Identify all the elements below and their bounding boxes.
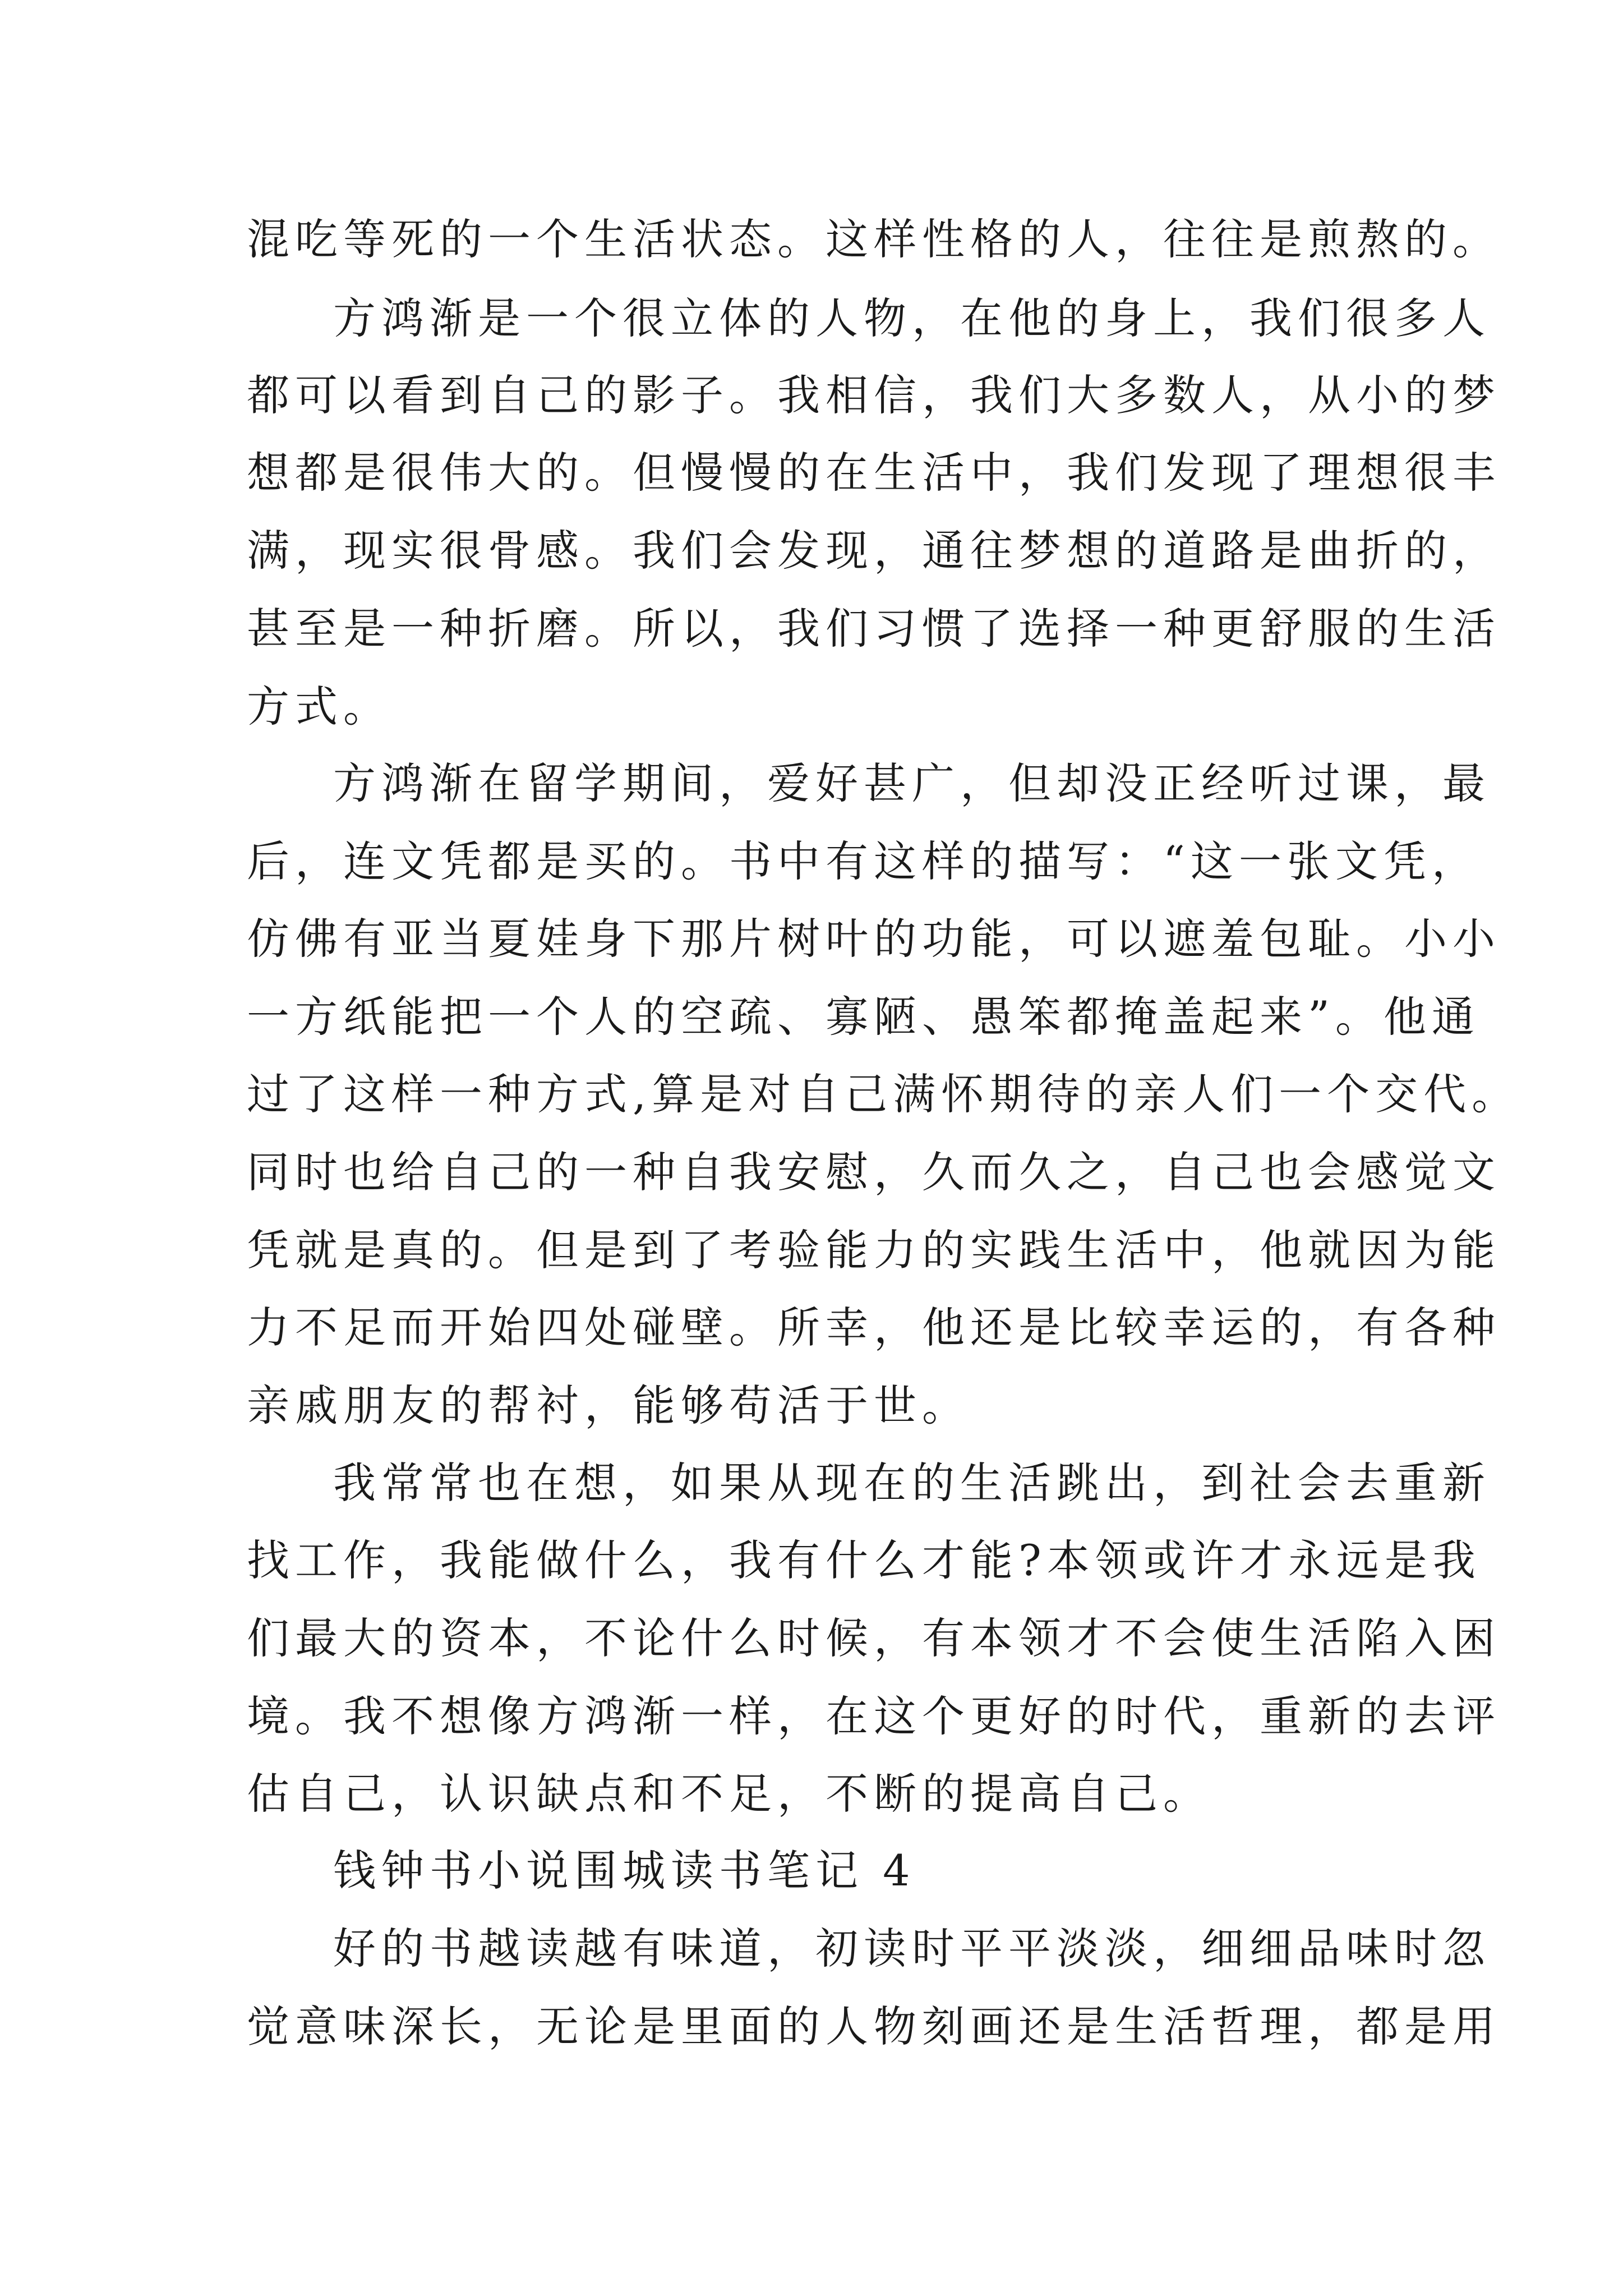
paragraph-start-line: 方鸿渐在留学期间，爱好甚广，但却没正经听过课，最: [333, 758, 1491, 808]
text-line: 混吃等死的一个生活状态。这样性格的人，往往是煎熬的。: [247, 214, 1501, 264]
text-line: 过了这样一种方式,算是对自己满怀期待的亲人们一个交代。: [247, 1069, 1520, 1119]
text-line: 找工作，我能做什么，我有什么才能?本领或许才永远是我: [247, 1535, 1481, 1585]
text-line: 甚至是一种折磨。所以，我们习惯了选择一种更舒服的生活: [247, 604, 1501, 654]
text-line: 境。我不想像方鸿渐一样，在这个更好的时代，重新的去评: [247, 1691, 1501, 1741]
paragraph-start-line: 我常常也在想，如果从现在的生活跳出，到社会去重新: [333, 1458, 1491, 1508]
text-line: 同时也给自己的一种自我安慰，久而久之，自己也会感觉文: [247, 1147, 1501, 1197]
text-line: 想都是很伟大的。但慢慢的在生活中，我们发现了理想很丰: [247, 448, 1501, 498]
text-line: 一方纸能把一个人的空疏、寡陋、愚笨都掩盖起来”。他通: [247, 992, 1480, 1042]
text-line: 凭就是真的。但是到了考验能力的实践生活中，他就因为能: [247, 1225, 1501, 1275]
text-line: 们最大的资本，不论什么时候，有本领才不会使生活陷入困: [247, 1613, 1501, 1663]
text-line: 后，连文凭都是买的。书中有这样的描写：“这一张文凭，: [247, 836, 1480, 886]
text-line: 都可以看到自己的影子。我相信，我们大多数人，从小的梦: [247, 370, 1501, 420]
paragraph-start-line: 好的书越读越有味道，初读时平平淡淡，细细品味时忽: [333, 1924, 1491, 1973]
paragraph-start-line: 方鸿渐是一个很立体的人物，在他的身上，我们很多人: [333, 293, 1491, 343]
section-heading: 钱钟书小说围城读书笔记 4: [333, 1846, 916, 1895]
text-line: 力不足而开始四处碰壁。所幸，他还是比较幸运的，有各种: [247, 1303, 1501, 1352]
text-line: 觉意味深长，无论是里面的人物刻画还是生活哲理，都是用: [247, 2001, 1501, 2051]
text-line: 亲戚朋友的帮衬，能够苟活于世。: [247, 1381, 970, 1430]
text-line: 仿佛有亚当夏娃身下那片树叶的功能，可以遮羞包耻。小小: [247, 914, 1501, 964]
text-line: 估自己，认识缺点和不足，不断的提高自己。: [247, 1769, 1211, 1819]
text-line: 方式。: [247, 682, 391, 731]
text-line: 满，现实很骨感。我们会发现，通往梦想的道路是曲折的，: [247, 526, 1501, 576]
